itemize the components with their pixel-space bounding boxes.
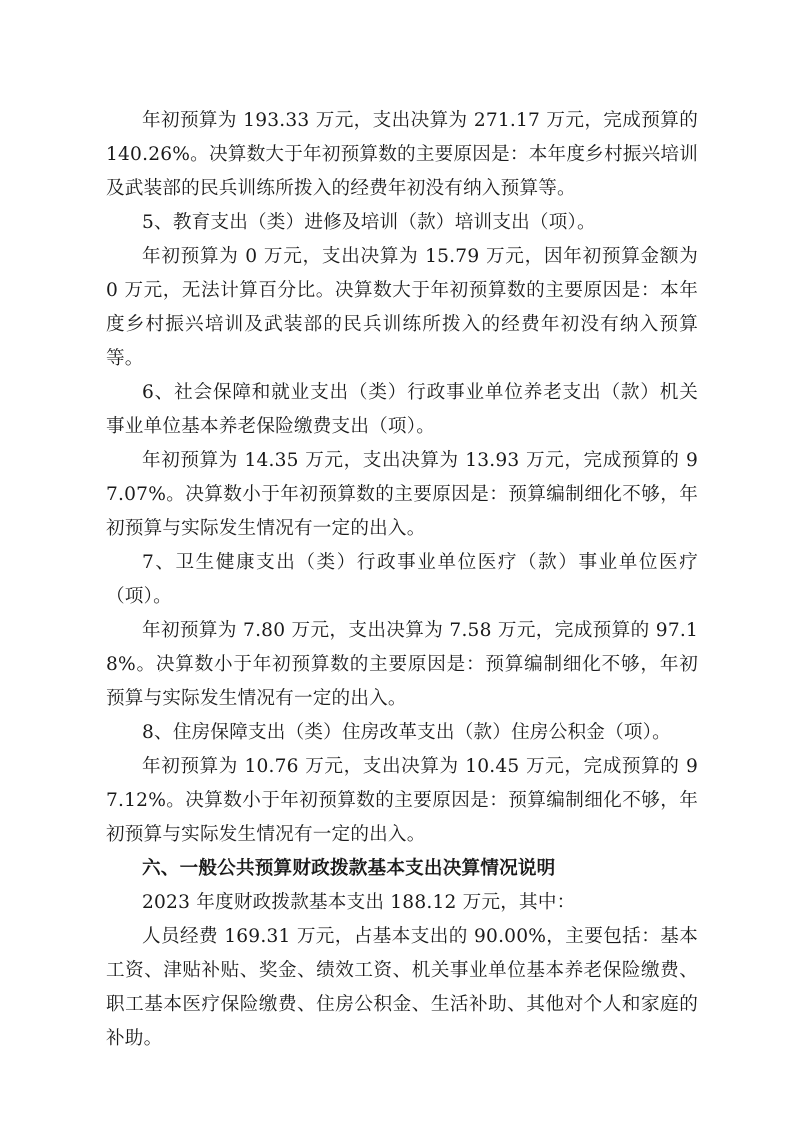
item-8-housing: 8、住房保障支出（类）住房改革支出（款）住房公积金（项）。 xyxy=(142,722,671,743)
item-5-education-training: 5、教育支出（类）进修及培训（款）培训支出（项）。 xyxy=(142,212,596,233)
item-6-social-security: 6、社会保障和就业支出（类）行政事业单位养老支出（款）机关事业单位基本养老保险缴费支出（项）。 xyxy=(106,382,698,437)
document-body xyxy=(106,104,698,1056)
paragraph-housing-fund-budget-note: 年初预算为 10.76 万元，支出决算为 10.45 万元，完成预算的 97.12%。决算数小于年初预算数的主要原因是：预算编制细化不够，年初预算与实际发生情况有一定的出入。 xyxy=(106,756,698,845)
paragraph-basic-expenditure-total: 2023 年度财政拨款基本支出 188.12 万元，其中： xyxy=(142,892,576,913)
paragraph-education-budget-note: 年初预算为 193.33 万元，支出决算为 271.17 万元，完成预算的 140.26%。决算数大于年初预算数的主要原因是：本年度乡村振兴培训及武装部的民兵训练所拨入的经费年初没有纳入预算等。 xyxy=(106,110,698,199)
item-7-health: 7、卫生健康支出（类）行政事业单位医疗（款）事业单位医疗（项）。 xyxy=(106,552,698,607)
section-heading-basic-expenditure: 六、一般公共预算财政拨款基本支出决算情况说明 xyxy=(142,858,556,879)
paragraph-training-budget-note: 年初预算为 0 万元，支出决算为 15.79 万元，因年初预算金额为 0 万元，无法计算百分比。决算数大于年初预算数的主要原因是：本年度乡村振兴培训及武装部的民兵训练所拨入的经费年初没有纳入预算等。 xyxy=(106,246,698,369)
paragraph-medical-budget-note: 年初预算为 7.80 万元，支出决算为 7.58 万元，完成预算的 97.18%。决算数小于年初预算数的主要原因是：预算编制细化不够，年初预算与实际发生情况有一定的出入。 xyxy=(106,620,698,709)
paragraph-personnel-expenses: 人员经费 169.31 万元，占基本支出的 90.00%，主要包括：基本工资、津贴补贴、奖金、绩效工资、机关事业单位基本养老保险缴费、职工基本医疗保险缴费、住房公积金、生活补助、其他对个人和家庭的补助。 xyxy=(106,926,698,1049)
paragraph-pension-budget-note: 年初预算为 14.35 万元，支出决算为 13.93 万元，完成预算的 97.07%。决算数小于年初预算数的主要原因是：预算编制细化不够，年初预算与实际发生情况有一定的出入。 xyxy=(106,450,698,539)
